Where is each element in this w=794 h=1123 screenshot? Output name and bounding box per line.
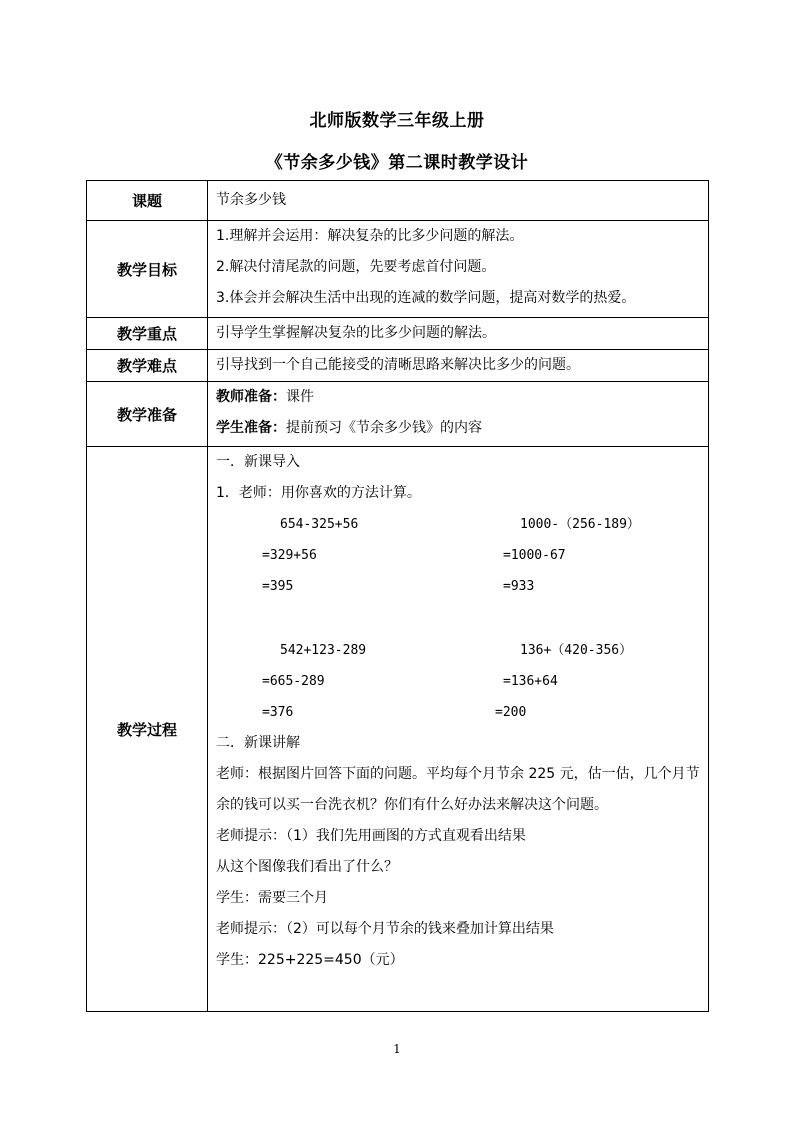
content-topic xyxy=(208,181,709,221)
student-prep-label: 学生准备： xyxy=(216,420,286,436)
label-focus: 教学重点 xyxy=(87,318,208,350)
observation-question: 从这个图像我们看出了什么？ xyxy=(216,859,398,875)
calc-expression: 542+123-289 xyxy=(280,643,367,658)
content-process xyxy=(208,447,709,1012)
row-topic xyxy=(87,181,709,221)
goal-item: 1.理解并会运用：解决复杂的比多少问题的解法。 xyxy=(216,228,524,244)
calc-row xyxy=(216,571,702,602)
calc-step: =1000-67 xyxy=(503,548,566,563)
content-difficulty xyxy=(208,350,709,382)
student-prep xyxy=(216,413,702,444)
goal-item: 2.解决付清尾款的问题，先要考虑首付问题。 xyxy=(216,259,496,275)
student-answer: 学生：225+225=450（元） xyxy=(216,952,404,968)
page-number: 1 xyxy=(393,1042,401,1056)
calc-expression: 654-325+56 xyxy=(280,517,359,532)
section-heading: 二．新课讲解 xyxy=(216,735,300,751)
goal-item: 3.体会并会解决生活中出现的连减的数学问题，提高对数学的热爱。 xyxy=(216,290,636,306)
calc-result: =933 xyxy=(503,579,535,594)
calc-row xyxy=(216,697,702,728)
teacher-prep xyxy=(216,382,702,413)
student-prep-text: 提前预习《节余多少钱》的内容 xyxy=(286,420,482,436)
row-prep xyxy=(87,382,709,447)
calc-row xyxy=(216,509,702,540)
teacher-prep-label: 教师准备： xyxy=(216,389,286,405)
teacher-question: 老师：根据图片回答下面的问题。平均每个月节余 225 元，估一估，几个月节余的钱可以买一台洗衣机？你们有什么好办法来解决这个问题。 xyxy=(216,766,700,813)
student-answer: 学生：需要三个月 xyxy=(216,890,328,906)
calc-step: =136+64 xyxy=(503,674,558,689)
content-prep xyxy=(208,382,709,447)
calc-step: =329+56 xyxy=(262,548,317,563)
row-process xyxy=(87,447,709,1012)
calc-expression: 136+（420-356） xyxy=(520,643,633,658)
calc-row xyxy=(216,635,702,666)
topic-text: 节余多少钱 xyxy=(216,192,286,208)
label-topic: 课题 xyxy=(87,181,208,221)
label-process: 教学过程 xyxy=(87,447,208,1012)
calc-expression: 1000-（256-189） xyxy=(520,517,640,532)
content-goals xyxy=(208,221,709,318)
row-difficulty xyxy=(87,350,709,382)
content-focus xyxy=(208,318,709,350)
row-goals xyxy=(87,221,709,318)
calc-row xyxy=(216,540,702,571)
teacher-hint: 老师提示：（1）我们先用画图的方式直观看出结果 xyxy=(216,828,526,844)
document-title: 北师版数学三年级上册 xyxy=(309,111,485,131)
teacher-hint: 老师提示：（2）可以每个月节余的钱来叠加计算出结果 xyxy=(216,921,554,937)
calc-row xyxy=(216,666,702,697)
calc-result: =376 xyxy=(262,705,294,720)
label-difficulty: 教学难点 xyxy=(87,350,208,382)
intro-text: 1．老师：用你喜欢的方法计算。 xyxy=(216,485,421,501)
label-prep: 教学准备 xyxy=(87,382,208,447)
document-subtitle: 《节余多少钱》第二课时教学设计 xyxy=(265,153,529,173)
calc-result: =200 xyxy=(495,705,527,720)
teacher-prep-text: 课件 xyxy=(286,389,314,405)
calc-result: =395 xyxy=(262,579,294,594)
difficulty-text: 引导找到一个自己能接受的清晰思路来解决比多少的问题。 xyxy=(216,357,580,373)
focus-text: 引导学生掌握解决复杂的比多少问题的解法。 xyxy=(216,325,496,341)
row-focus xyxy=(87,318,709,350)
section-heading: 一．新课导入 xyxy=(216,454,300,470)
calc-step: =665-289 xyxy=(262,674,325,689)
spacer xyxy=(216,602,702,635)
label-goals: 教学目标 xyxy=(87,221,208,318)
lesson-plan-table xyxy=(86,180,709,1012)
